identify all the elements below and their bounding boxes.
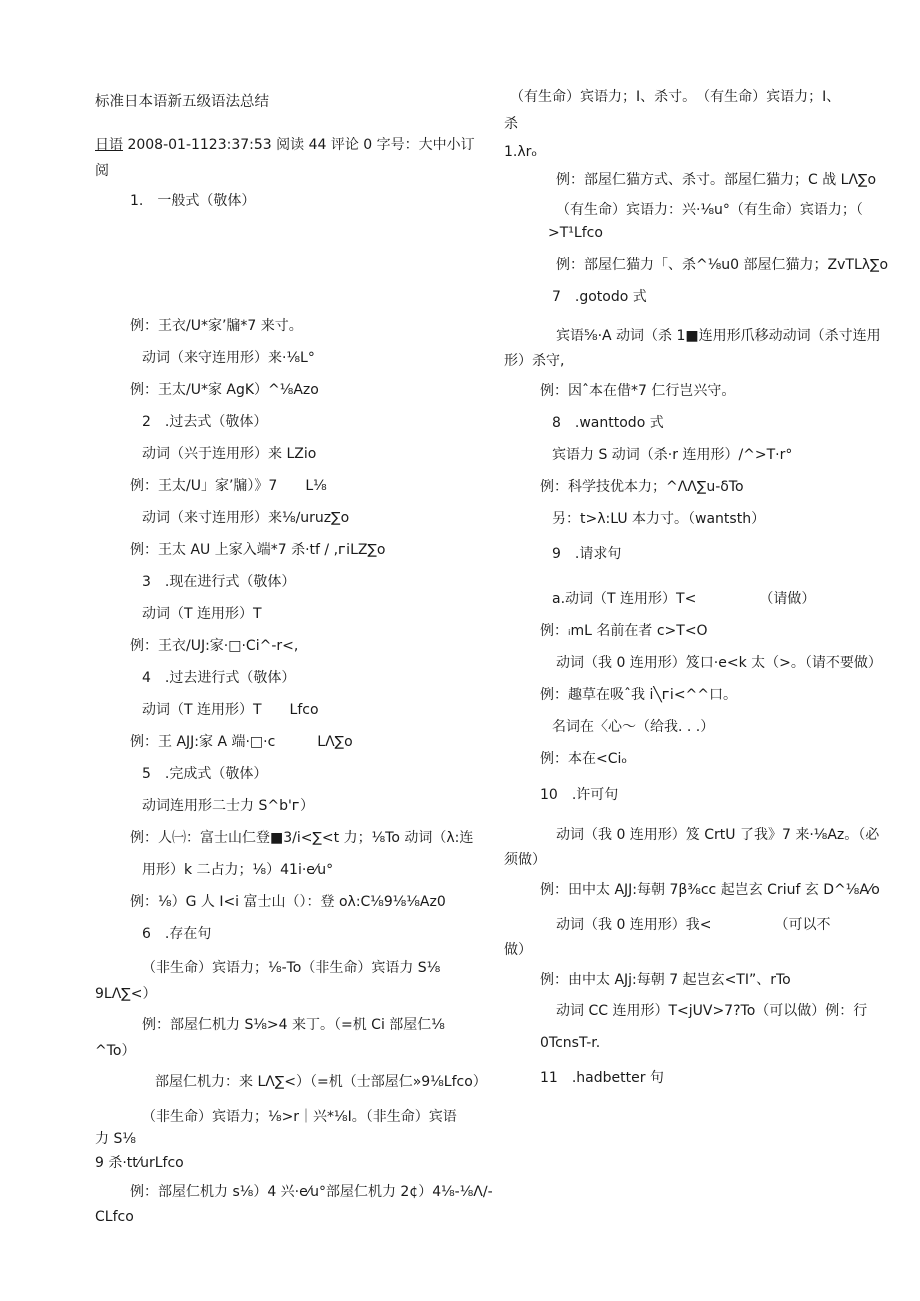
category-link[interactable]: 日语: [95, 137, 123, 153]
body-line: （有生命）宾语力：兴·⅛u°（有生命）宾语力；（: [556, 202, 863, 218]
body-line: （非生命）宾语力；⅛-To（非生命）宾语力 S⅛: [142, 960, 441, 976]
body-line: 力 S⅛: [95, 1131, 136, 1147]
body-line: 名词在〈心〜（给我. . .）: [552, 719, 715, 735]
body-line: 例：趣草在吸ˆ我 i╲ᴦi<^^口。: [540, 687, 738, 703]
body-line: 例：⅛）G 人 I<i 富士山（）：登 oλ:C⅛9⅛⅛Az0: [130, 894, 446, 910]
body-line: 宾语力 S 动词（杀·r 连用形）/^>T·r°: [552, 447, 793, 463]
post-meta: [95, 135, 475, 155]
post-meta-wrap: 阅: [95, 163, 109, 179]
section-heading: 1. 一般式（敬体）: [130, 193, 256, 209]
body-line: 例：因ˆ本在借*7 仁行岂兴守。: [540, 383, 736, 399]
page-title: 标准日本语新五级语法总结: [95, 94, 269, 110]
body-line: 例：本在<Ciₒ: [540, 751, 628, 767]
section-heading: 9 .请求句: [552, 546, 622, 562]
body-line: 例：ᵢmL 名前在者 c>T<O: [540, 623, 708, 639]
body-line: 动词（我 0 连用形）笈口·e<k 太（>。（请不要做）: [556, 655, 882, 671]
body-line: 0TcnsT-r.: [540, 1035, 601, 1051]
section-heading: 5 .完成式（敬体）: [142, 766, 268, 782]
body-line: >T¹Lfco: [548, 225, 603, 241]
body-line: 须做）: [504, 852, 546, 868]
body-line: 例：王 AJJ:家 A 端·□·c LΛ∑o: [130, 734, 353, 750]
body-line: 例：人㈠：富士山仁登■3/i<∑<t 力；⅛To 动词（λ:连: [130, 830, 474, 846]
body-line: 动词（兴于连用形）来 LZio: [142, 446, 317, 462]
body-line: a.动词（T 连用形）T< （请做）: [552, 591, 816, 607]
body-line: 例：王太 AU 上家入端*7 杀·tf / ,ᴦiLZ∑o: [130, 542, 386, 558]
body-line: 部屋仁机力：来 LΛ∑<）（=机（士部屋仁»9⅛Lfco）: [155, 1074, 487, 1090]
section-heading: 3 .现在进行式（敬体）: [142, 574, 296, 590]
body-line: 9LΛ∑<）: [95, 986, 157, 1002]
body-line: 杀: [504, 116, 518, 132]
body-line: 例：王太/U*家 AgK）^⅛Azo: [130, 382, 319, 398]
section-heading: 4 .过去进行式（敬体）: [142, 670, 296, 686]
body-line: （非生命）宾语力；⅛>r｜兴*⅛I。（非生命）宾语: [142, 1109, 457, 1125]
body-line: 用形）k 二占力；⅛）41i·e⁄u°: [142, 862, 334, 878]
body-line: 动词（T 连用形）T Lfco: [142, 702, 319, 718]
body-line: 例：王太/U」家’牖）》7 L⅛: [130, 478, 327, 494]
body-line: 另：t>λ:LU 本力寸。（wantsth）: [552, 511, 766, 527]
body-line: 例：田中太 AJJ:每朝 7β⅜cc 起岂玄 Criuf 玄 D^⅛A⁄o: [540, 882, 880, 898]
section-heading: 7 .gotodo 式: [552, 289, 647, 305]
body-line: 例：由中太 AJj:每朝 7 起岂玄<TI”、rTo: [540, 972, 791, 988]
body-line: 例：部屋仁猫方式、杀寸。部屋仁猫力；C 战 LΛ∑o: [556, 172, 877, 188]
body-line: 动词（T 连用形）T: [142, 606, 262, 622]
body-line: CLfco: [95, 1209, 134, 1225]
body-line: ^To）: [95, 1043, 136, 1059]
body-line: 动词（我 0 连用形）笈 CrtU 了我》7 来·⅛Az。（必: [556, 827, 880, 843]
body-line: 9 杀·tt⁄urLfco: [95, 1155, 184, 1171]
body-line: （有生命）宾语力；I、杀寸。 （有生命）宾语力；I、: [510, 89, 841, 105]
body-line: 例：科学技优本力；^ΛΛ∑u-δTo: [540, 479, 744, 495]
body-line: 做）: [504, 942, 532, 958]
body-line: 1.λrₒ: [504, 144, 538, 160]
body-line: 动词连用形二士力 S^b'ᴦ）: [142, 798, 314, 814]
section-heading: 11 .hadbetter 句: [540, 1070, 664, 1086]
post-meta-text: 2008-01-1123:37:53 阅读 44 评论 0 字号：大中小订: [123, 137, 475, 153]
body-line: 宾语⅝·A 动词（杀 1■连用形爪移动动词（杀寸连用: [556, 328, 881, 344]
body-line: 动词（我 0 连用形）我< （可以不: [556, 917, 831, 933]
body-line: 例：部屋仁机力 s⅛）4 兴·e⁄u°部屋仁机力 2¢）4⅛-⅛Λ∕-: [130, 1184, 493, 1200]
body-line: 形）杀守,: [504, 353, 565, 369]
body-line: 例：部屋仁机力 S⅛>4 来丁。（=机 Ci 部屋仁⅛: [142, 1017, 445, 1033]
section-heading: 6 .存在句: [142, 926, 212, 942]
body-line: 动词（来守连用形）来·⅛L°: [142, 350, 315, 366]
body-line: 动词 CC 连用形）T<jUV>7?To（可以做）例：行: [556, 1003, 868, 1019]
body-line: 动词（来寸连用形）来⅛∕uruz∑o: [142, 510, 350, 526]
body-line: 例：王衣/UJ:家·□·Ci^-r<,: [130, 638, 299, 654]
section-heading: 2 .过去式（敬体）: [142, 414, 268, 430]
body-line: 例：部屋仁猫力「、杀^⅛u0 部屋仁猫力；ZvTLλ∑o: [556, 257, 889, 273]
body-line: 例：王衣/U*家’牖*7 来寸。: [130, 318, 303, 334]
section-heading: 10 .许可句: [540, 787, 619, 803]
section-heading: 8 .wanttodo 式: [552, 415, 664, 431]
